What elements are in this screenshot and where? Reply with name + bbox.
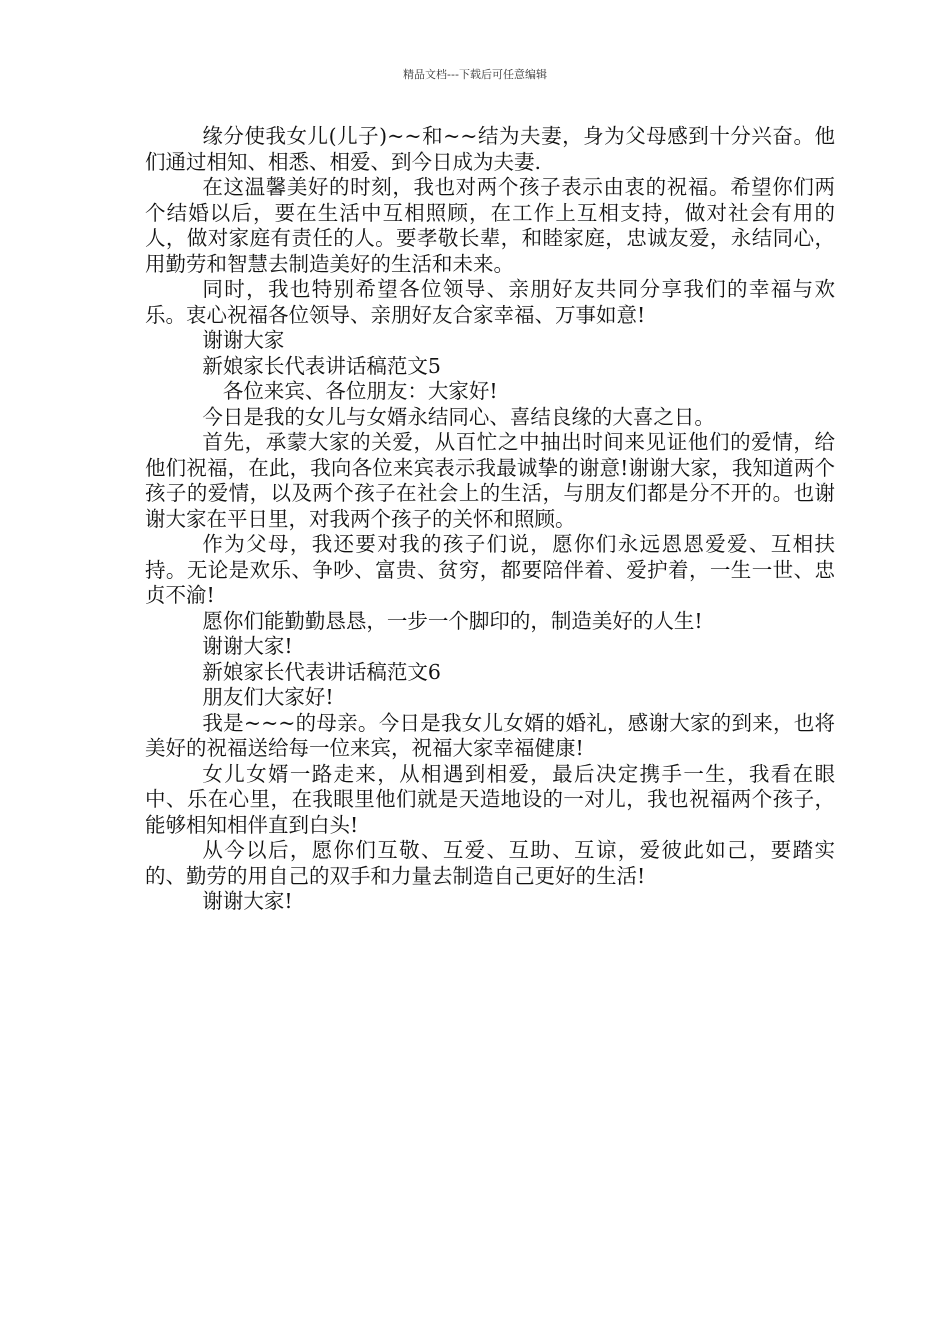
- paragraph: 女儿女婿一路走来，从相遇到相爱，最后决定携手一生，我看在眼中、乐在心里，在我眼里他们就是天造地设的一对儿，我也祝福两个孩子，能够相知相伴直到白头!: [145, 761, 835, 837]
- paragraph: 作为父母，我还要对我的孩子们说，愿你们永远恩恩爱爱、互相扶持。无论是欢乐、争吵、富贵、贫穷，都要陪伴着、爱护着，一生一世、忠贞不渝!: [145, 532, 835, 607]
- paragraph: 愿你们能勤勤恳恳，一步一个脚印的，制造美好的人生!: [202, 608, 703, 633]
- section-title: 新娘家长代表讲话稿范文6: [202, 659, 441, 684]
- paragraph: 谢谢大家!: [202, 889, 293, 913]
- greeting: 各位来宾、各位朋友：大家好!: [222, 379, 498, 403]
- paragraph: 缘分使我女儿(儿子)~~和~~结为夫妻，身为父母感到十分兴奋。他们通过相知、相悉、相爱、到今日成为夫妻.: [145, 124, 835, 174]
- greeting: 朋友们大家好!: [202, 685, 334, 709]
- paragraph: 首先，承蒙大家的关爱，从百忙之中抽出时间来见证他们的爱情，给他们祝福，在此，我向各位来宾表示我最诚挚的谢意!谢谢大家，我知道两个孩子的爱情，以及两个孩子在社会上的生活，与朋友们都是分不开的。也谢谢大家在平日里，对我两个孩子的关怀和照顾。: [145, 430, 835, 531]
- document-body: [145, 124, 835, 915]
- paragraph: 今日是我的女儿与女婿永结同心、喜结良缘的大喜之日。: [202, 404, 715, 429]
- paragraph: 谢谢大家!: [202, 634, 293, 658]
- paragraph: 谢谢大家: [202, 328, 285, 352]
- paragraph: 同时，我也特别希望各位领导、亲朋好友共同分享我们的幸福与欢乐。衷心祝福各位领导、亲朋好友合家幸福、万事如意!: [145, 277, 835, 327]
- page-header: 精品文档---下载后可任意编辑: [403, 68, 547, 81]
- paragraph: 在这温馨美好的时刻，我也对两个孩子表示由衷的祝福。希望你们两个结婚以后，要在生活中互相照顾，在工作上互相支持，做对社会有用的人，做对家庭有责任的人。要孝敬长辈，和睦家庭，忠诚友爱，永结同心，用勤劳和智慧去制造美好的生活和未来。: [145, 175, 835, 276]
- paragraph: 我是~~~的母亲。今日是我女儿女婿的婚礼，感谢大家的到来，也将美好的祝福送给每一位来宾，祝福大家幸福健康!: [145, 710, 835, 760]
- section-title: 新娘家长代表讲话稿范文5: [202, 353, 441, 378]
- paragraph: 从今以后，愿你们互敬、互爱、互助、互谅，爱彼此如己，要踏实的、勤劳的用自己的双手和力量去制造自己更好的生活!: [145, 838, 835, 888]
